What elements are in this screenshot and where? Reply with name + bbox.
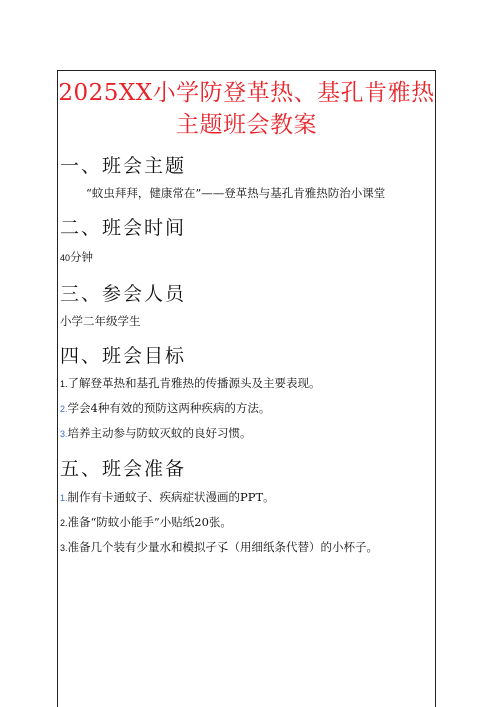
prep-item (60, 514, 232, 530)
goal-number: 3. (60, 429, 68, 439)
section-heading-participants: 三、参会人员 (60, 283, 187, 305)
section-heading-preparation: 五、班会准备 (60, 458, 187, 480)
section-heading-goals: 四、班会目标 (60, 345, 187, 367)
prep-item (60, 489, 275, 505)
document-title-line-1: 2025XX小学防登革热、基孔肯雅热 (58, 80, 435, 106)
prep-number: 2. (60, 518, 68, 528)
prep-text: 准备“防蚊小能手”小贴纸20张。 (67, 515, 232, 529)
prep-number: 3. (60, 543, 68, 553)
goal-item (60, 400, 270, 416)
goal-text: 了解登革热和基孔肯雅热的传播源头及主要表现。 (67, 376, 321, 390)
time-unit: 分钟 (70, 250, 94, 264)
goal-item (60, 425, 252, 441)
section-heading-time: 二、班会时间 (60, 217, 187, 239)
prep-number: 1. (60, 493, 68, 503)
goal-text: 学会4种有效的预防这两种疾病的方法。 (67, 401, 271, 415)
time-text (60, 249, 93, 265)
goal-text: 培养主动参与防蚊灭蚊的良好习惯。 (67, 426, 252, 440)
participants-text: 小学二年级学生 (60, 314, 141, 328)
goal-number: 2. (60, 404, 68, 414)
goal-number: 1. (60, 379, 68, 389)
section-heading-theme: 一、班会主题 (60, 155, 187, 177)
time-number: 40 (60, 253, 71, 263)
theme-text: “蚊虫拜拜，健康常在”——登革热与基孔肯雅热防治小课堂 (86, 186, 386, 200)
goal-item (60, 375, 321, 391)
prep-item (60, 539, 378, 555)
document-title-line-2: 主题班会教案 (176, 112, 317, 138)
prep-text: 准备几个装有少量水和模拟孑孓（用细纸条代替）的小杯子。 (67, 540, 379, 554)
prep-text: 制作有卡通蚊子、疾病症状漫画的PPT。 (67, 490, 275, 504)
